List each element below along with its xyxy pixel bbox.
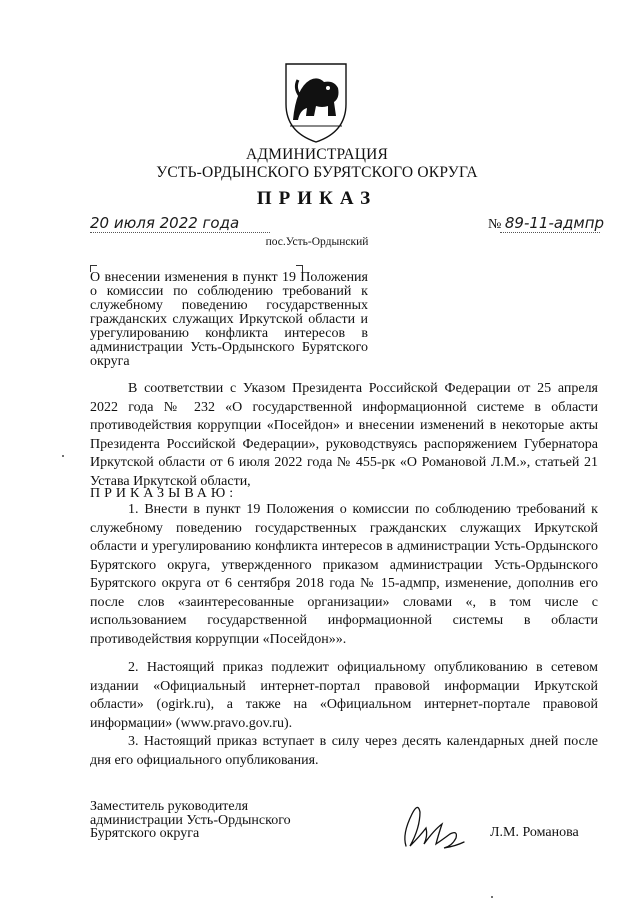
signatory-position [90,800,291,841]
place-of-issue: пос.Усть-Ордынский [265,236,369,248]
document-date: 20 июля 2022 года [90,214,240,232]
organization-name-line1: АДМИНИСТРАЦИЯ [245,146,389,163]
scan-speck [491,896,493,898]
position-line-1: Заместитель руководителя [90,799,249,814]
number-prefix: № [488,217,502,232]
scan-speck [62,455,64,457]
signatory-name: Л.М. Романова [490,825,579,840]
preamble-paragraph: В соответствии с Указом Президента Российской Федерации от 25 апреля 2022 года № 232 «О государственной информационной системе в области противодействия коррупции «Посейдон» и внесении изменений в некоторые акты Президента Российской Федерации», руководствуясь распоряжением Губернатора Иркутской области от 6 июля 2022 года № 455-рк «О Романовой Л.М.», статьей 21 Устава Иркутской области, [90,381,598,489]
position-line-2: администрации Усть-Ордынского [90,812,291,828]
coat-of-arms-emblem [276,58,356,146]
order-item-2: 2. Настоящий приказ подлежит официальному опубликованию в сетевом издании «Официальный интернет-портал правовой информации Иркутской области» (ogirk.ru), а также на «Официальном интернет-портале правовой информации» (www.pravo.gov.ru). [90,660,598,731]
number-value: 89-11-адмпр [504,214,605,232]
date-underline [90,232,270,233]
position-line-3: Бурятского округа [90,826,200,841]
order-item-3: 3. Настоящий приказ вступает в силу через десять календарных дней после дня его официального опубликования. [90,734,598,768]
document-type-title: ПРИКАЗ [256,188,378,209]
handwritten-signature [398,800,470,854]
order-word: ПРИКАЗЫВАЮ: [90,486,238,501]
order-item-1: 1. Внести в пункт 19 Положения о комиссии по соблюдению требований к служебному поведению государственных гражданских служащих Иркутской области и урегулированию конфликта интересов в администрации Усть-Ордынского Бурятского округа, утвержденного приказом администрации Усть-Ордынского Бурятского округа от 6 сентября 2018 года № 15-адмпр, изменение, дополнив его после слов «заинтересованные организации» словами «, в том числе с использованием государственной информационной системы в области противодействия коррупции «Посейдон»». [90,502,598,647]
number-underline [500,232,600,233]
document-number [488,214,604,233]
subject-heading: О внесении изменения в пункт 19 Положения о комиссии по соблюдению требований к служебному поведению государственных гражданских служащих Иркутской области и урегулированию конфликта интересов в администрации Усть-Ордынского Бурятского округа [90,270,368,369]
organization-name-line2: УСТЬ-ОРДЫНСКОГО БУРЯТСКОГО ОКРУГА [156,164,478,181]
